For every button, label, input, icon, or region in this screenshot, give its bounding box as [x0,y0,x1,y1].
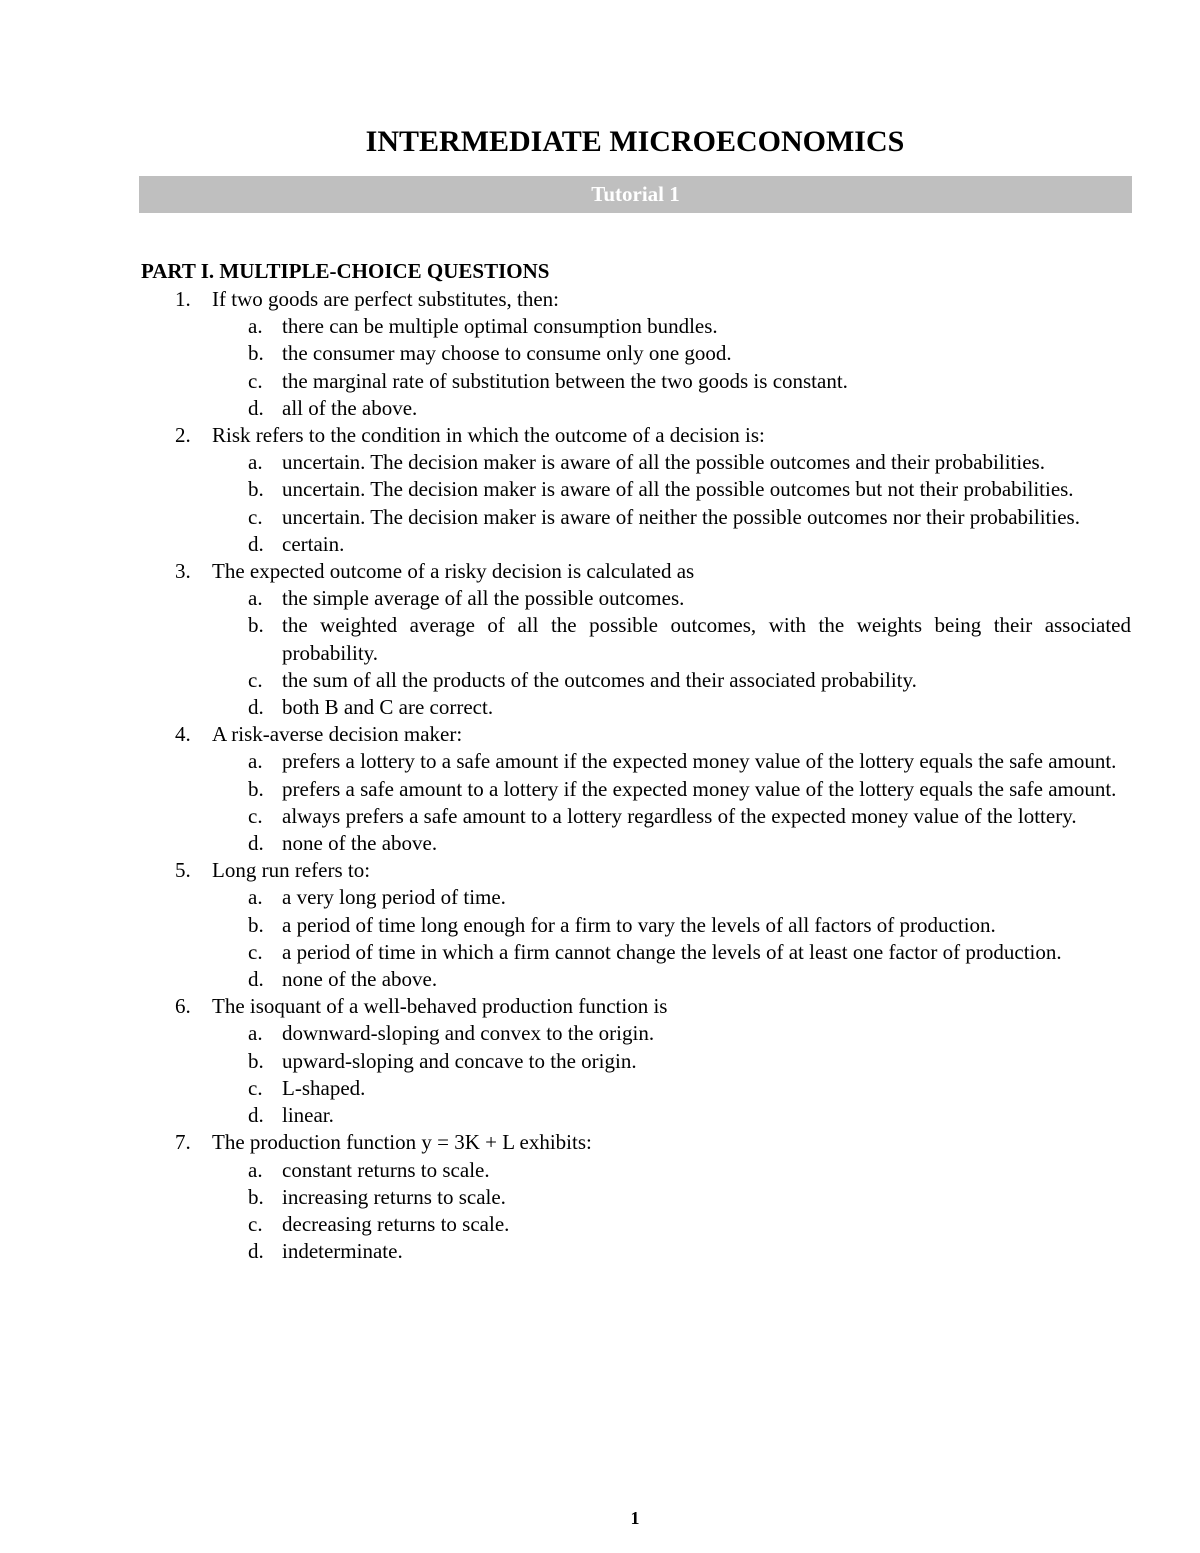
option-text: none of the above. [282,831,438,856]
option-text: there can be multiple optimal consumption bundles. [282,314,718,339]
option-text: indeterminate. [282,1239,403,1264]
option-text: the weighted average of all the possible outcomes, with the weights being their associated probability. [282,613,1131,665]
answer-option [141,1048,1131,1075]
question [141,857,1131,884]
option-label: c. [248,504,263,529]
option-text: the sum of all the products of the outcomes and their associated probability. [282,667,917,692]
option-label: a. [248,885,263,910]
option-text: all of the above. [282,395,418,420]
question-number: 6. [175,994,191,1019]
question [141,286,1131,313]
option-label: a. [248,1157,263,1182]
option-text: upward-sloping and concave to the origin. [282,1048,637,1073]
question [141,993,1131,1020]
option-text: prefers a safe amount to a lottery if the expected money value of the lottery equals the safe amount. [282,776,1117,801]
option-label: c. [248,368,263,393]
option-text: the consumer may choose to consume only one good. [282,341,732,366]
answer-option [141,313,1131,340]
option-label: d. [248,1239,264,1264]
question-number: 4. [175,722,191,747]
answer-option [141,939,1131,966]
option-label: a. [248,1021,263,1046]
question-text: The production function y = 3K + L exhibits: [212,1130,592,1155]
option-text: uncertain. The decision maker is aware of all the possible outcomes but not their probabilities. [282,477,1074,502]
option-text: decreasing returns to scale. [282,1211,510,1236]
answer-option [141,803,1131,830]
option-label: a. [248,314,263,339]
option-text: L-shaped. [282,1075,366,1100]
option-label: d. [248,395,264,420]
answer-option [141,1238,1131,1265]
answer-option [141,1184,1131,1211]
answer-option [141,694,1131,721]
option-label: a. [248,450,263,475]
answer-option [141,776,1131,803]
answer-option [141,1020,1131,1047]
question-text: The expected outcome of a risky decision is calculated as [212,559,695,584]
answer-option [141,476,1131,503]
option-text: the marginal rate of substitution between the two goods is constant. [282,368,848,393]
answer-option [141,748,1131,775]
question-number: 1. [175,287,191,311]
answer-option [141,1102,1131,1129]
tutorial-banner [139,176,1132,213]
option-label: d. [248,1103,264,1128]
question-number: 7. [175,1130,191,1155]
answer-option [141,585,1131,612]
option-text: both B and C are correct. [282,695,494,720]
option-text: linear. [282,1103,334,1128]
answer-option [141,612,1131,666]
option-label: c. [248,1075,263,1100]
question-text: Risk refers to the condition in which the outcome of a decision is: [212,423,765,448]
option-text: prefers a lottery to a safe amount if the expected money value of the lottery equals the safe amount. [282,749,1117,774]
option-label: b. [248,341,264,366]
answer-option [141,1075,1131,1102]
question-text: A risk-averse decision maker: [212,722,463,747]
answer-option [141,1157,1131,1184]
option-label: b. [248,1184,264,1209]
question [141,422,1131,449]
answer-option [141,504,1131,531]
option-label: b. [248,912,264,937]
answer-option [141,667,1131,694]
option-text: none of the above. [282,967,438,992]
question-text: The isoquant of a well-behaved production function is [212,994,668,1019]
option-label: d. [248,967,264,992]
page-number: 1 [630,1508,640,1528]
answer-option [141,449,1131,476]
answer-option [141,1211,1131,1238]
question-number: 2. [175,423,191,448]
option-text: uncertain. The decision maker is aware of neither the possible outcomes nor their probabilities. [282,504,1080,529]
answer-option [141,830,1131,857]
option-text: uncertain. The decision maker is aware of all the possible outcomes and their probabilities. [282,450,1045,475]
tutorial-banner-label: Tutorial 1 [591,182,680,206]
option-label: c. [248,667,263,692]
option-label: b. [248,477,264,502]
option-label: b. [248,1048,264,1073]
option-label: b. [248,776,264,801]
option-text: certain. [282,531,345,556]
question-number: 3. [175,559,191,584]
question [141,721,1131,748]
option-text: downward-sloping and convex to the origin. [282,1021,655,1046]
option-text: constant returns to scale. [282,1157,490,1182]
option-label: c. [248,1211,263,1236]
answer-option [141,884,1131,911]
answer-option [141,912,1131,939]
option-label: d. [248,531,264,556]
option-text: the simple average of all the possible outcomes. [282,586,685,611]
answer-option [141,395,1131,422]
option-label: c. [248,939,263,964]
option-label: d. [248,831,264,856]
option-label: c. [248,803,263,828]
answer-option [141,966,1131,993]
option-label: b. [248,613,264,638]
option-text: increasing returns to scale. [282,1184,506,1209]
option-text: a period of time in which a firm cannot change the levels of at least one factor of production. [282,939,1062,964]
option-label: d. [248,695,264,720]
option-label: a. [248,749,263,774]
answer-option [141,340,1131,367]
question-text: If two goods are perfect substitutes, then: [212,287,559,311]
question [141,558,1131,585]
answer-option [141,368,1131,395]
option-text: a very long period of time. [282,885,506,910]
question-text: Long run refers to: [212,858,371,883]
question-number: 5. [175,858,191,883]
part-heading: PART I. MULTIPLE-CHOICE QUESTIONS [141,259,550,283]
option-text: always prefers a safe amount to a lottery regardless of the expected money value of the lottery. [282,803,1077,828]
option-text: a period of time long enough for a firm to vary the levels of all factors of production. [282,912,996,937]
document-title: INTERMEDIATE MICROECONOMICS [365,125,905,158]
question-list [141,286,1131,1265]
option-label: a. [248,586,263,611]
answer-option [141,531,1131,558]
question [141,1129,1131,1156]
